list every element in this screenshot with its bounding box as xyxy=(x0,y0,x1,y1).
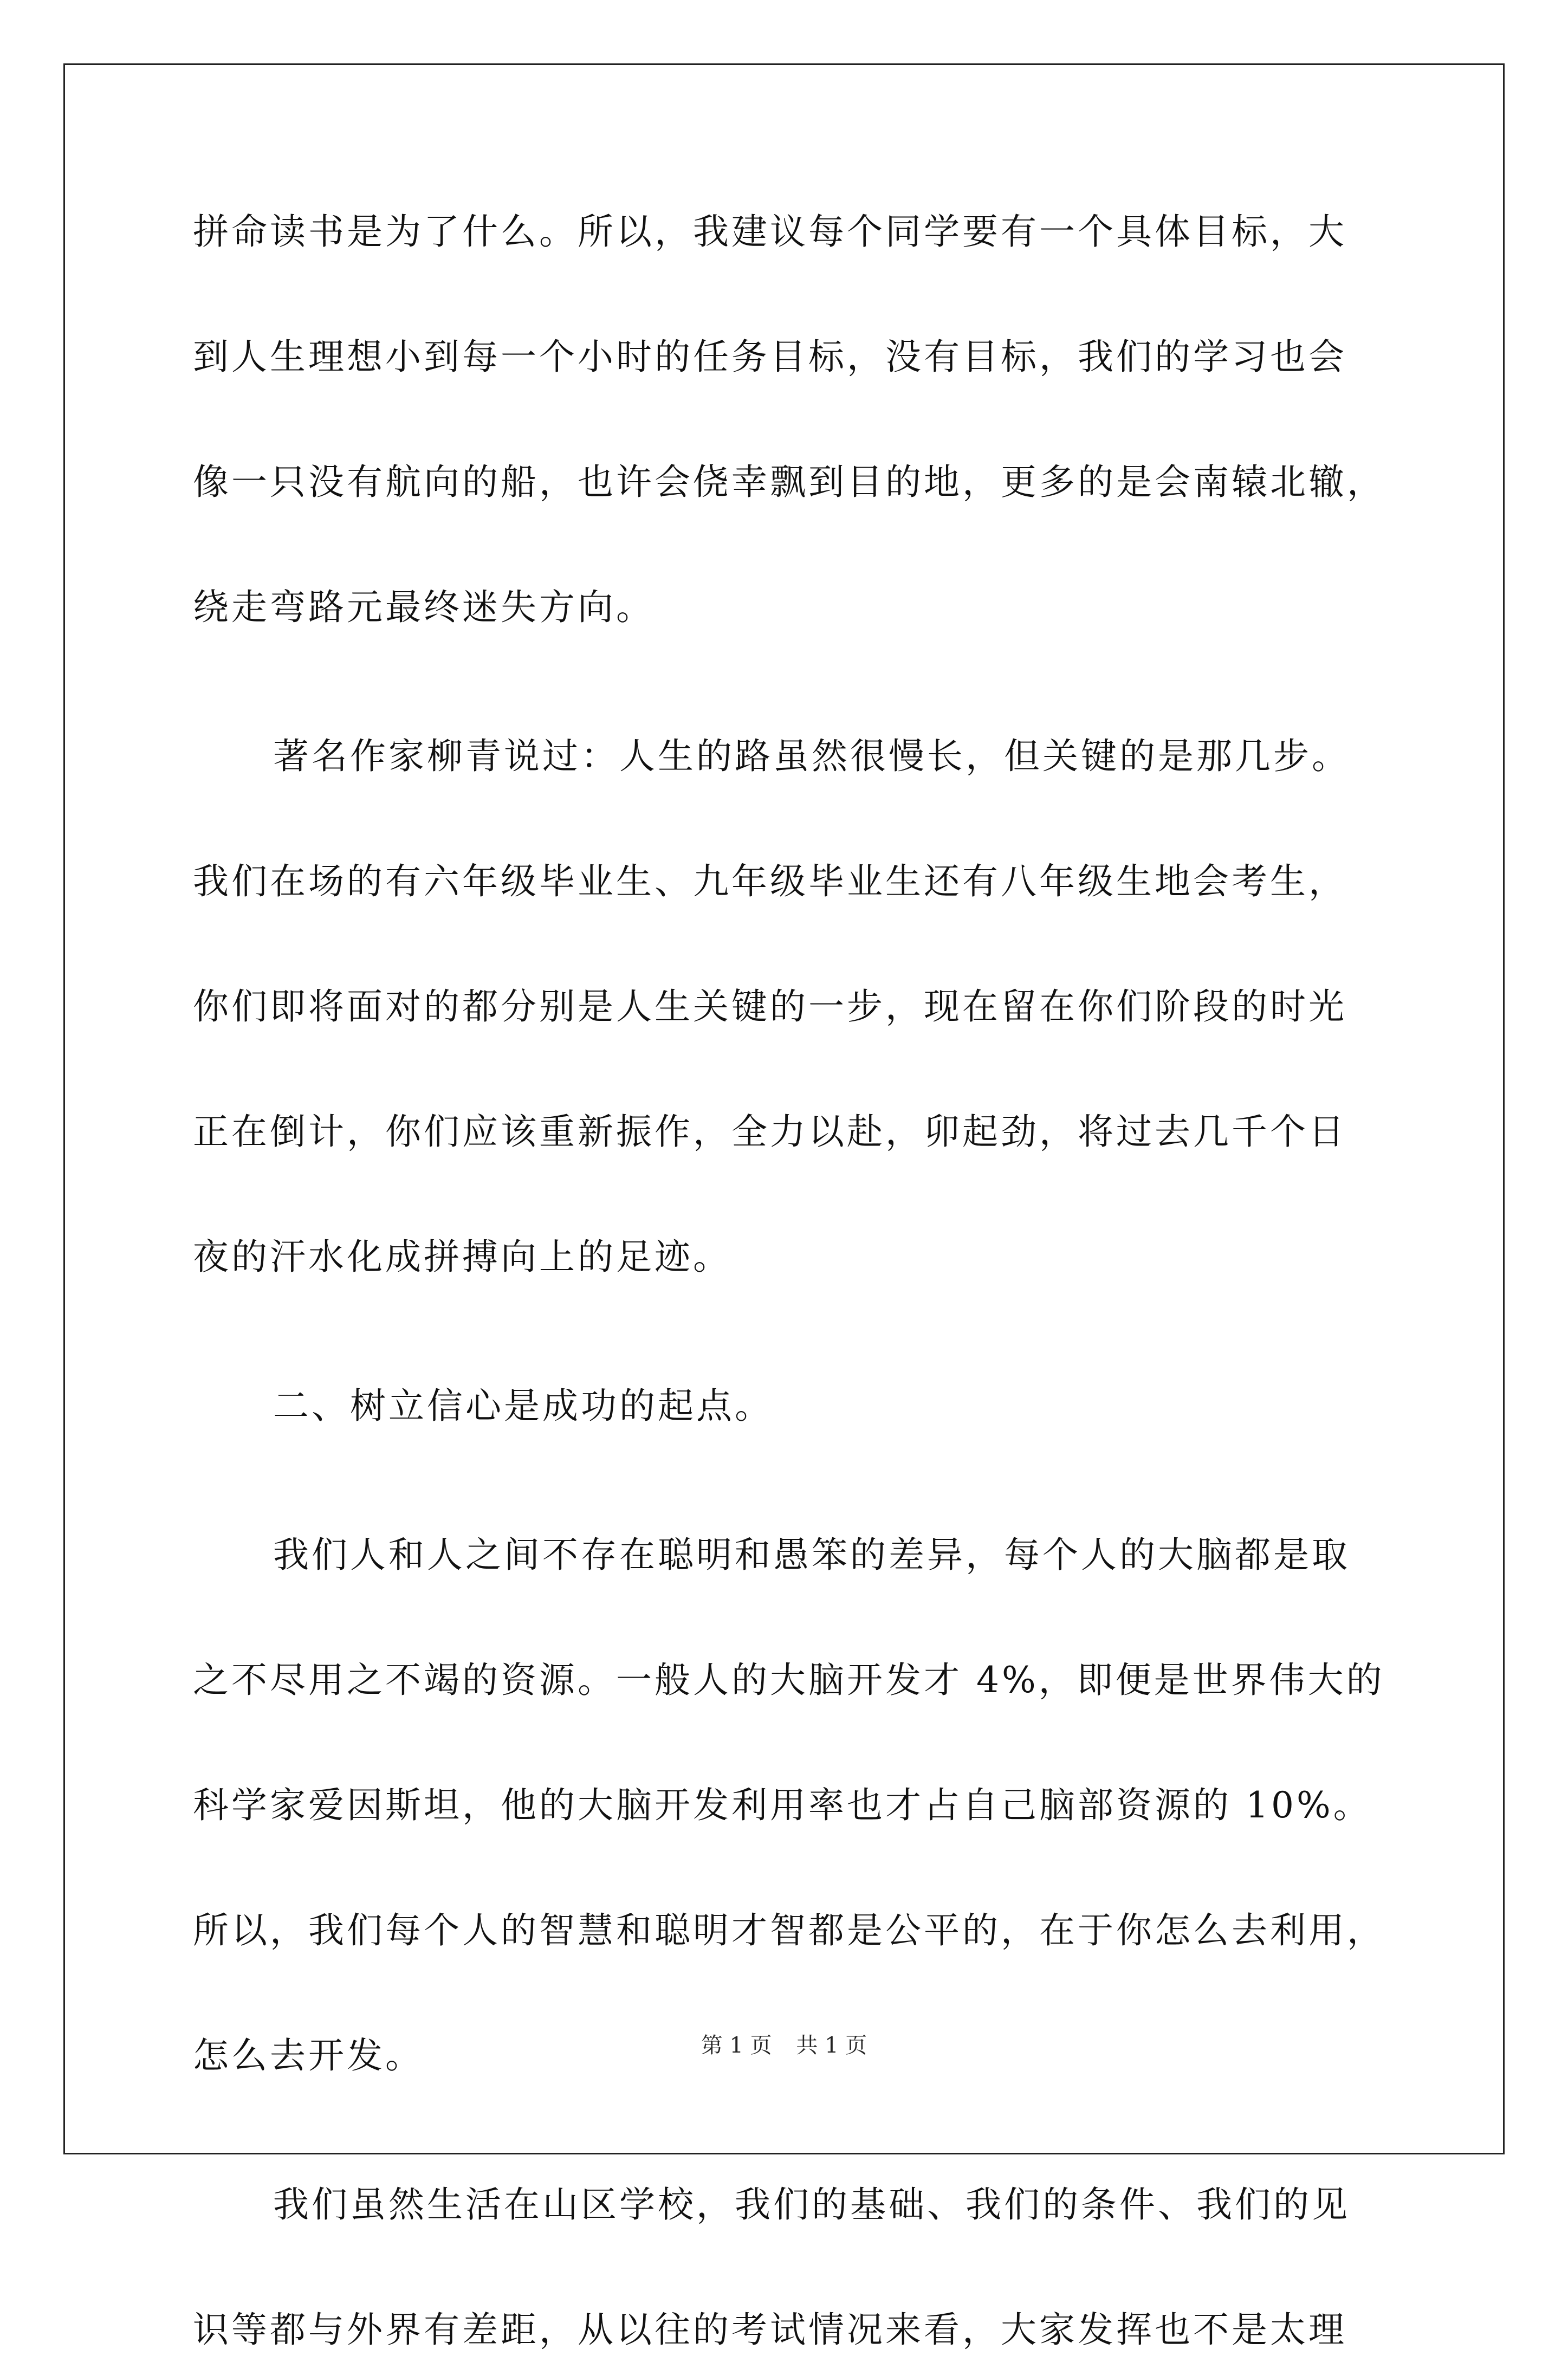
page-number: 第 1 页 xyxy=(701,2033,772,2058)
text-line: 你们即将面对的都分别是人生关键的一步，现在留在你们阶段的时光 xyxy=(193,986,1347,1027)
text-line: 绕走弯路元最终迷失方向。 xyxy=(193,586,655,628)
text-line: 著名作家柳青说过：人生的路虽然很慢长，但关键的是那几步。 xyxy=(273,735,1350,777)
text-line: 科学家爱因斯坦，他的大脑开发利用率也才占自己脑部资源的 10%。 xyxy=(193,1784,1372,1826)
text-line: 到人生理想小到每一个小时的任务目标，没有目标，我们的学习也会 xyxy=(193,336,1347,378)
text-line: 像一只没有航向的船，也许会侥幸飘到目的地，更多的是会南辕北辙， xyxy=(193,461,1385,503)
text-line: 我们虽然生活在山区学校，我们的基础、我们的条件、我们的见 xyxy=(273,2184,1350,2225)
text-line: 所以，我们每个人的智慧和聪明才智都是公平的，在于你怎么去利用， xyxy=(193,1910,1385,1951)
text-line: 识等都与外界有差距，从以往的考试情况来看，大家发挥也不是太理 xyxy=(193,2309,1347,2351)
text-line: 我们人和人之间不存在聪明和愚笨的差异，每个人的大脑都是取 xyxy=(273,1534,1350,1576)
section-heading: 二、树立信心是成功的起点。 xyxy=(273,1385,773,1427)
text-line: 拼命读书是为了什么。所以，我建议每个同学要有一个具体目标，大 xyxy=(193,211,1347,253)
page-total: 共 1 页 xyxy=(796,2033,867,2058)
text-line: 怎么去开发。 xyxy=(193,2035,424,2076)
text-line: 我们在场的有六年级毕业生、九年级毕业生还有八年级生地会考生， xyxy=(193,860,1347,902)
text-line: 正在倒计，你们应该重新振作，全力以赴，卯起劲，将过去几千个日 xyxy=(193,1111,1347,1153)
text-line: 夜的汗水化成拼搏向上的足迹。 xyxy=(193,1236,731,1278)
page-footer xyxy=(0,2032,1568,2059)
text-line: 之不尽用之不竭的资源。一般人的大脑开发才 4%，即便是世界伟大的 xyxy=(193,1659,1385,1701)
